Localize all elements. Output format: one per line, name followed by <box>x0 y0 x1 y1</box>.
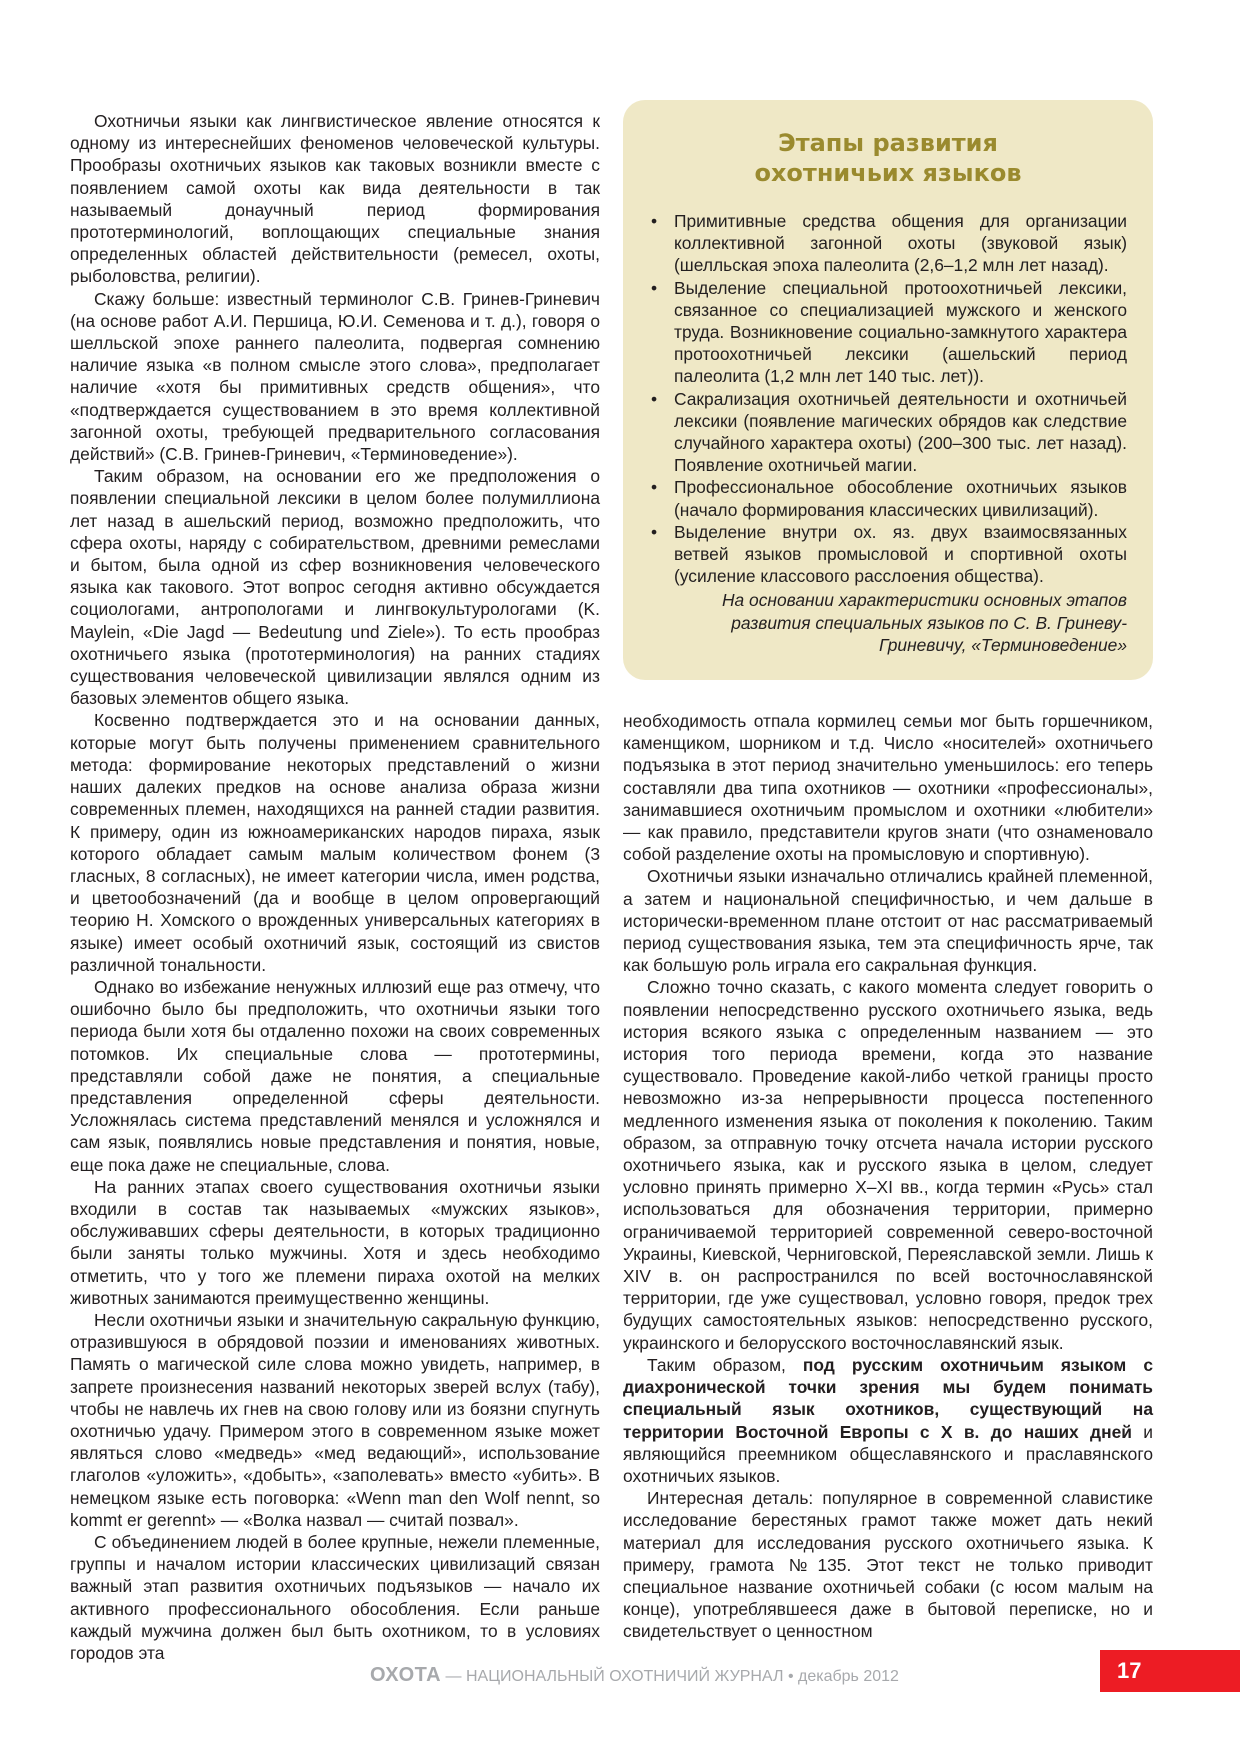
left-paragraph-1: Охотничьи языки как лингвистическое явление относятся к одному из интереснейших феноменов человеческой культуры. Прообразы охотничьих языков как таковых возникли вместе с появлением самой охоты как вида деятельности в так называемый донаучный период формирования прототерминологий, воплощающих специальные знания определенных областей действительности (ремесел, охоты, рыболовства, религии). <box>70 111 600 287</box>
right-paragraph-4 <box>623 1354 1153 1487</box>
stage-item: • Выделение специальной протоохотничьей лексики, связанное со специализацией мужского и женского труда. Возникновение социально-замкнутого характера протоохотничьей лексики (ашельский период палеолита (1,2 млн лет 140 тыс. лет)). <box>649 277 1127 388</box>
sidebar-source-note: На основании характеристики основных этапов развития специальных языков по С. В. Гриневу-Гриневичу, «Терминоведение» <box>722 590 1127 655</box>
page-number-badge: 17 <box>1100 1650 1240 1692</box>
right-paragraph-2: Охотничьи языки изначально отличались крайней племенной, а затем и национальной специфичностью, и чем дальше в исторически-временном плане отстоит от нас рассматриваемый период существования языка, тем эта специфичность ярче, так как большую роль играла его сакральная функция. <box>623 866 1153 976</box>
left-paragraph-2: Скажу больше: известный терминолог С.В. Гринев-Гриневич (на основе работ А.И. Першица, Ю.И. Семенова и т. д.), говоря о шелльской эпохе раннего палеолита, подвергая сомнению наличие языка «в полном смысле этого слова», предполагает наличие «хотя бы примитивных средств общения», что «подтверждается существованием в это время коллективной загонной охоты, требующей предварительного согласования действий» (С.В. Гринев-Гриневич, «Терминоведение»). <box>70 288 600 465</box>
sidebar-title: Этапы развития охотничьих языков <box>754 129 1022 187</box>
left-paragraph-5: Однако во избежание ненужных иллюзий еще раз отмечу, что ошибочно было бы предположить, что охотничьи языки того периода были хотя бы отдаленно похожи на своих современных потомков. Их специальные слова — прототермины, представляли собой даже не понятия, а специальные представления определенной сферы деятельности. Усложнялась система представлений менялся и усложнялся и сам язык, появлялись новые представления и понятия, новые, еще пока даже не специальные, слова. <box>70 976 600 1175</box>
right-paragraph-4-bold: под русским охотничьим языком с диахронической точки зрения мы будем понимать специальный язык охотников, существующий на территории Восточной Европы с X в. до наших дней <box>623 1354 1153 1442</box>
left-paragraph-8: С объединением людей в более крупные, нежели племенные, группы и началом истории классических цивилизаций связан важный этап развития охотничьих подъязыков — начало их активного профессионального обособления. Если раньше каждый мужчина должен был быть охотником, то в условиях городов эта <box>70 1532 600 1664</box>
stage-item: • Примитивные средства общения для организации коллективной загонной охоты (звуковой язык) (шелльская эпоха палеолита (2,6–1,2 млн лет назад). <box>649 210 1127 277</box>
stage-item: • Профессиональное обособление охотничьих языков (начало формирования классических цивилизаций). <box>649 476 1127 520</box>
left-paragraph-7: Несли охотничьи языки и значительную сакральную функцию, отразившуюся в обрядовой поэзии и именованиях животных. Память о магической силе слова можно увидеть, например, в запрете произнесения названий некоторых зверей вслух (табу), чтобы не навлечь их гнев на свою голову или из боязни спугнуть охотничью удачу. Примером этого в современном языке может являться слово «медведь» «мед ведающий», использование глаголов «уложить», «добыть», «заполевать» вместо «убить». В немецком языке есть поговорка: «Wenn man den Wolf nennt, so kommt er gerennt» — «Волка назвал — считай позвал». <box>70 1309 600 1530</box>
stage-item: • Выделение внутри ох. яз. двух взаимосвязанных ветвей языков промысловой и спортивной охоты (усиление классового расслоения общества). <box>649 521 1127 588</box>
right-column <box>623 710 1153 1643</box>
left-paragraph-4: Косвенно подтверждается это и на основании данных, которые могут быть получены применением сравнительного метода: формирование некоторых представлений о жизни наших далеких предков на основе анализа образа жизни современных племен, находящихся на ранней стадии развития. К примеру, один из южноамериканских народов пираха, язык которого обладает самым малым количеством фонем (3 гласных, 8 согласных), не имеет категории числа, имен родства, и цветообозначений (да и вообще в целом опровергающий теорию Н. Хомского о врожденных универсальных категориях в языке) имеет особый охотничий язык, состоящий из свистов различной тональности. <box>70 710 600 975</box>
right-paragraph-4-start: Таким образом, <box>647 1354 803 1375</box>
left-paragraph-6: На ранних этапах своего существования охотничьи языки входили в состав так называемых «мужских языков», обслуживавших сферы деятельности, в которых традиционно были заняты только мужчины. Хотя и здесь необходимо отметить, что у того же племени пираха охотой на мелких животных занимаются преимущественно женщины. <box>70 1176 600 1308</box>
footer-tagline: — НАЦИОНАЛЬНЫЙ ОХОТНИЧИЙ ЖУРНАЛ • декабрь 2012 <box>441 1668 899 1685</box>
right-paragraph-4-end: и являющийся преемником общеславянского и праславянского охотничьих языков. <box>623 1421 1154 1486</box>
left-paragraph-3: Таким образом, на основании его же предположения о появлении специальной лексики в целом более полумиллиона лет назад в ашельский период, возможно предположить, что сфера охоты, наряду с собирательством, древними ремеслами и бытом, была одной из сфер возникновения человеческого языка как такового. Этот вопрос сегодня активно обсуждается социологами, антропологами и лингвокультурологами (K. Maylein, «Die Jagd — Bedeutung und Ziele»). То есть прообраз охотничьего языка (прототерминология) на ранних стадиях существования человеческой цивилизации являлся одним из базовых элементов общего языка. <box>70 466 600 709</box>
right-paragraph-3: Сложно точно сказать, с какого момента следует говорить о появлении непосредственно русского охотничьего языка, ведь история всякого языка с определенным названием — это история того периода времени, когда это название существовало. Проведение какой-либо четкой границы просто невозможно из-за непрерывности процесса постепенного медленного изменения языка от поколения к поколению. Таким образом, за отправную точку отсчета начала истории русского охотничьего языка, как и русского языка в целом, следует условно принять примерно X–XI вв., когда термин «Русь» стал использоваться для обозначения территории, примерно ограничиваемой территорией современной северо-восточной Украины, Киевской, Черниговской, Переяславской земли. Лишь к XIV в. он распространился по всей восточнославянской территории, где уже существовал, условно говоря, предок трех будущих самостоятельных языков: непосредственно русского, украинского и белорусского восточнославянский язык. <box>623 977 1153 1353</box>
stage-item: • Сакрализация охотничьей деятельности и охотничьей лексики (появление магических обрядов как следствие случайного характера охоты) (200–300 тыс. лет назад). Появление охотничьей магии. <box>649 388 1127 477</box>
left-column <box>70 110 600 1664</box>
page-footer <box>370 1660 1120 1690</box>
right-paragraph-1: необходимость отпала кормилец семьи мог быть горшечником, каменщиком, шорником и т.д. Число «носителей» охотничьего подъязыка в этот период значительно уменьшилось: его теперь составляли два типа охотников — охотники «профессионалы», занимавшиеся охотничьим промыслом и охотники «любители» — как правило, представители кругов знати (что ознаменовало собой разделение охоты на промысловую и спортивную). <box>623 711 1153 865</box>
stages-list <box>649 210 1127 587</box>
stages-sidebar-box <box>623 100 1153 680</box>
magazine-brand: ОХОТА <box>370 1664 442 1686</box>
right-paragraph-5: Интересная деталь: популярное в современной славистике исследование берестяных грамот также может дать некий материал для исследования русского охотничьего языка. К примеру, грамота №135. Этот текст не только приводит специальное название охотничьей собаки (с юсом малым на конце), употреблявшееся даже в бытовой переписке, но и свидетельствует о ценностном <box>623 1488 1153 1642</box>
